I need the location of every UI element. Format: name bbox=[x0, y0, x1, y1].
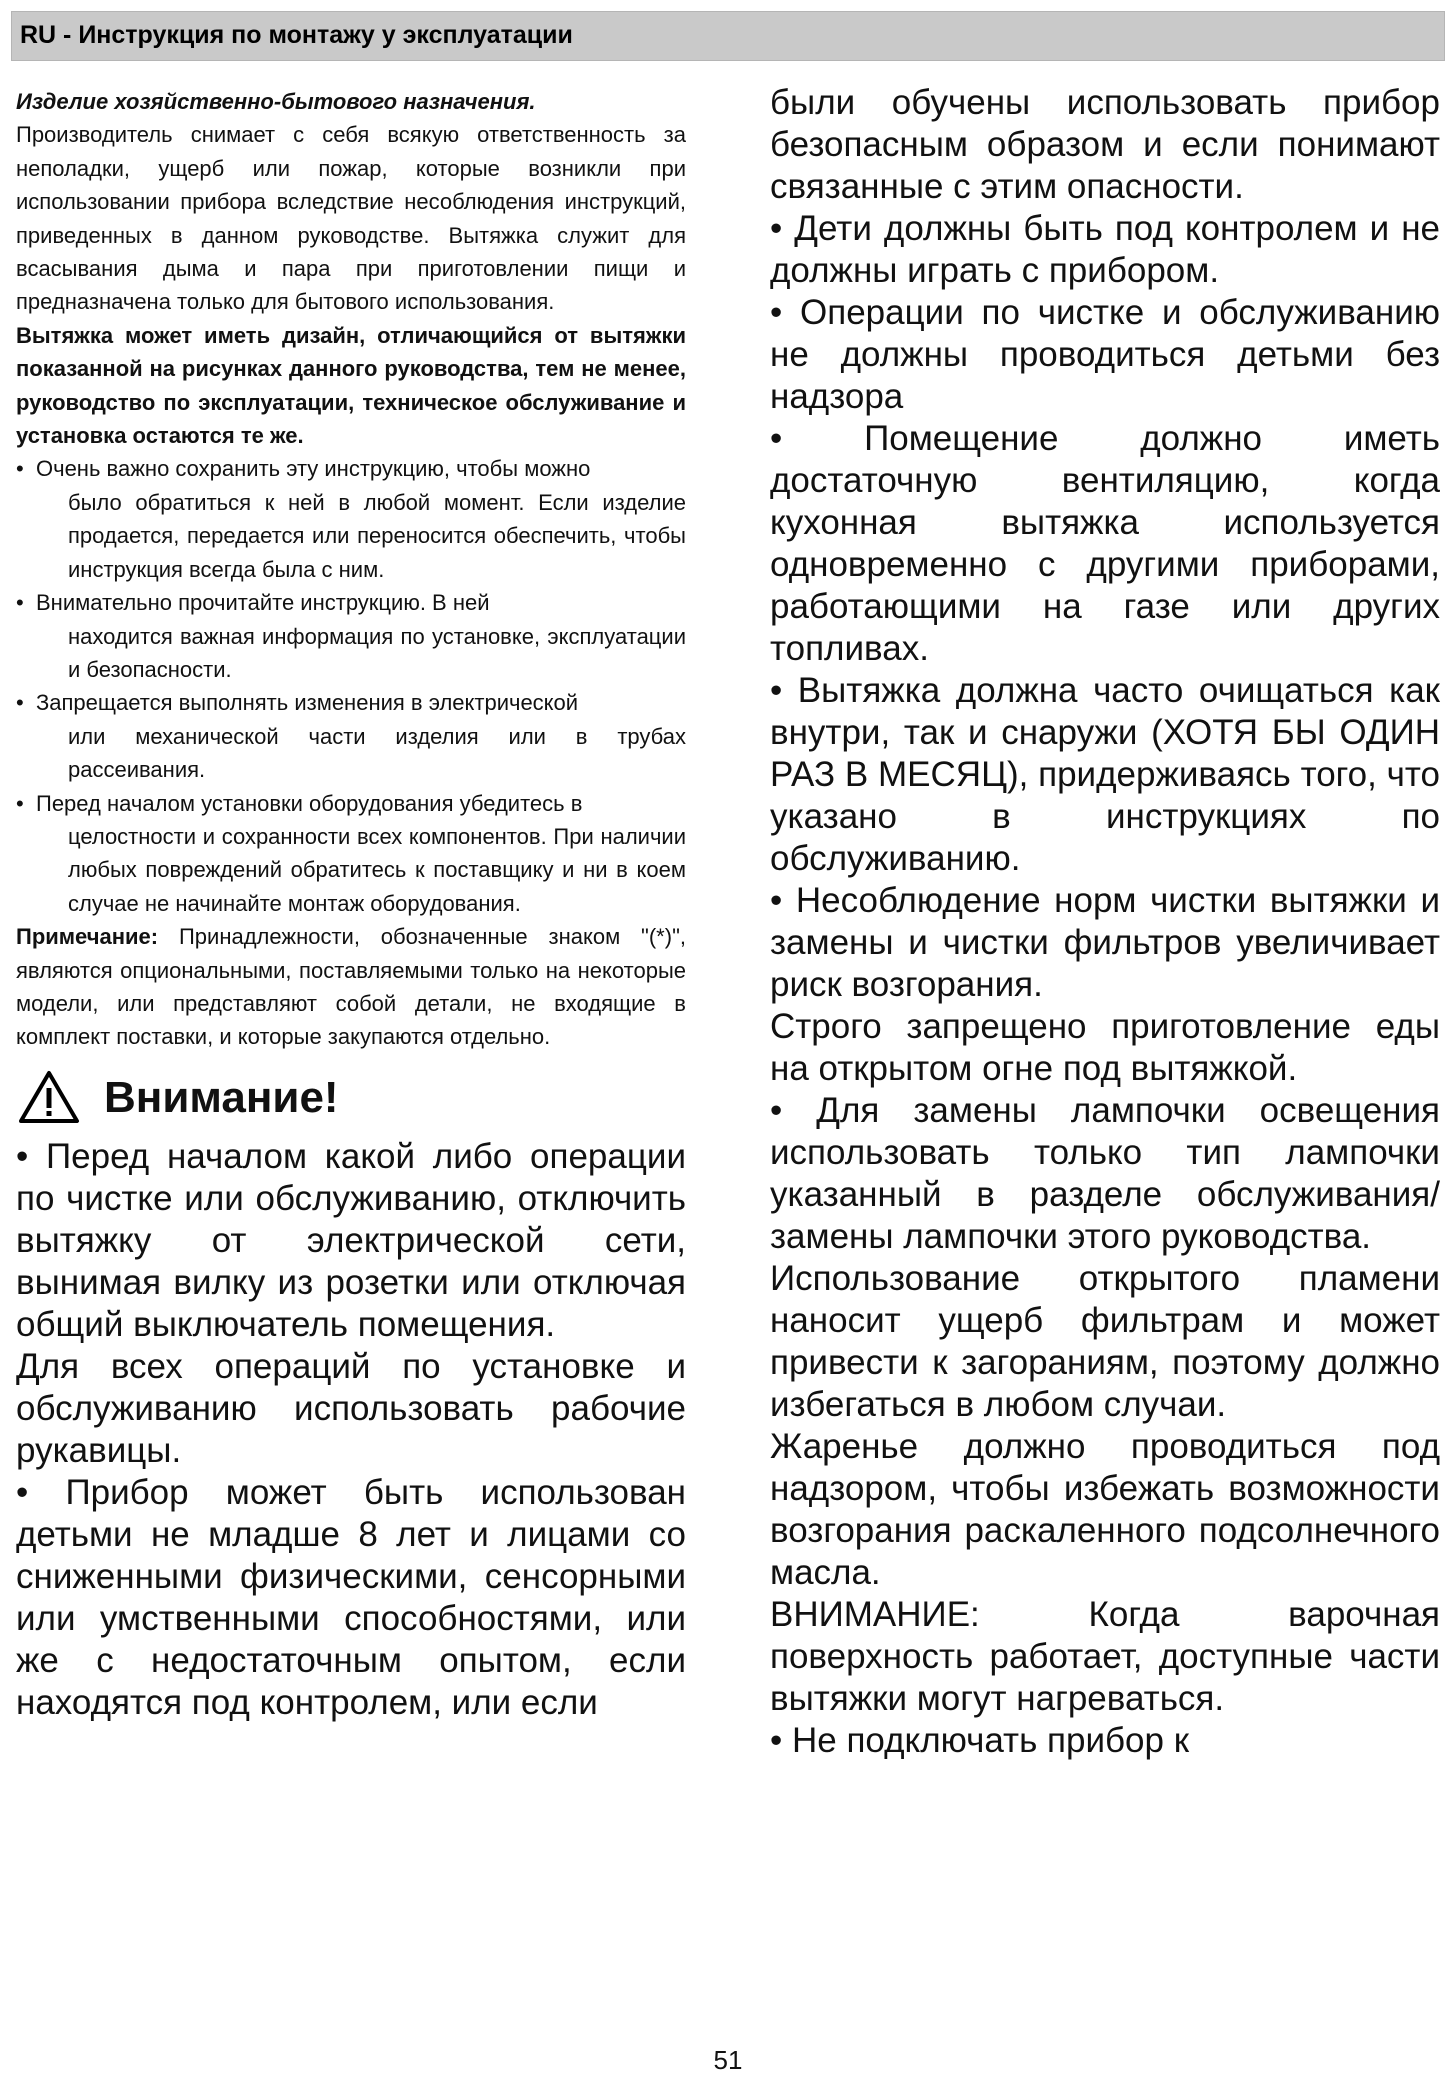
safety-paragraph: • Помещение должно иметь достаточную вентиляцию, когда кухонная вытяжка используется одновременно с другими приборами, работающими на газе или других топливах. bbox=[770, 419, 1440, 668]
bullet-dot: • bbox=[16, 790, 24, 816]
note-label: Примечание: bbox=[16, 924, 159, 950]
bullet-rest: было обратиться к ней в любой момент. Если изделие продается, передается или переносится обеспечить, чтобы инструкция всегда была с ним. bbox=[68, 489, 686, 582]
safety-paragraph: • Несоблюдение норм чистки вытяжки и замены и чистки фильтров увеличивает риск возгорания. bbox=[770, 881, 1440, 1004]
bullet-item bbox=[16, 452, 686, 586]
bullet-rest: или механической части изделия или в трубах рассеивания. bbox=[68, 723, 686, 783]
safety-paragraph: • Дети должны быть под контролем и не должны играть с прибором. bbox=[770, 209, 1440, 290]
safety-paragraph: Строго запрещено приготовление еды на открытом огне под вытяжкой. bbox=[770, 1007, 1440, 1088]
intro-heading: Изделие хозяйственно-бытового назначения. bbox=[16, 89, 536, 114]
safety-paragraph: • Не подключать прибор к bbox=[770, 1721, 1190, 1760]
bullet-first-line: Перед началом установки оборудования убедитесь в bbox=[36, 790, 583, 816]
bullet-dot: • bbox=[16, 456, 24, 482]
bullet-dot: • bbox=[16, 590, 24, 616]
warning-title: Внимание! bbox=[104, 1072, 339, 1122]
page-number: 51 bbox=[713, 2045, 743, 2075]
safety-paragraph: Жаренье должно проводиться под надзором, чтобы избежать возможности возгорания раскаленного подсолнечного масла. bbox=[770, 1427, 1440, 1592]
bullet-item bbox=[16, 787, 686, 921]
bullet-item bbox=[16, 586, 686, 686]
warning-paragraph: Для всех операций по установке и обслуживанию использовать рабочие рукавицы. bbox=[16, 1346, 686, 1470]
note-text: Принадлежности, обозначенные знаком "(*)", являются опциональными, поставляемыми только на некоторые модели, или представляют собой детали, не входящие в комплект поставки, и которые закупаются отдельно. bbox=[16, 924, 686, 1050]
bullet-first-line: Запрещается выполнять изменения в электрической bbox=[36, 690, 579, 716]
warning-paragraph: • Прибор может быть использован детьми не младше 8 лет и лицами со сниженными физическими, сенсорными или умственными способностями, или же с недостаточным опытом, если находятся под контролем, или если bbox=[16, 1472, 686, 1722]
warning-heading bbox=[16, 1064, 686, 1136]
safety-paragraph: • Вытяжка должна часто очищаться как внутри, так и снаружи (ХОТЯ БЫ ОДИН РАЗ В МЕСЯЦ), придерживаясь того, что указано в инструкциях по обслуживанию. bbox=[770, 671, 1440, 878]
bullet-first-line: Внимательно прочитайте инструкцию. В ней bbox=[36, 590, 490, 616]
note-paragraph bbox=[16, 920, 686, 1054]
bullet-rest: целостности и сохранности всех компонентов. При наличии любых повреждений обратитесь к поставщику и ни в коем случае не начинайте монтаж оборудования. bbox=[68, 823, 686, 916]
left-column bbox=[16, 85, 686, 1724]
bullet-dot: • bbox=[16, 690, 24, 716]
intro-text: Производитель снимает с себя всякую ответственность за неполадки, ущерб или пожар, которые возникли при использовании прибора вследствие несоблюдения инструкций, приведенных в данном руководстве. Вытяжка служит для всасывания дыма и пара при приготовлении пищи и предназначена только для бытового использования. bbox=[16, 122, 686, 315]
safety-paragraph: • Операции по чистке и обслуживанию не должны проводиться детьми без надзора bbox=[770, 293, 1440, 416]
bullet-rest: находится важная информация по установке, эксплуатации и безопасности. bbox=[68, 623, 686, 682]
warning-triangle-icon bbox=[18, 1070, 80, 1124]
bullet-first-line: Очень важно сохранить эту инструкцию, чтобы можно bbox=[36, 456, 591, 482]
right-column bbox=[770, 82, 1440, 1762]
safety-paragraph: ВНИМАНИЕ: Когда варочная поверхность работает, доступные части вытяжки могут нагреваться. bbox=[770, 1595, 1440, 1718]
bullet-item bbox=[16, 686, 686, 786]
page-title: RU - Инструкция по монтажу у эксплуатации bbox=[20, 21, 573, 49]
safety-paragraph: • Для замены лампочки освещения использовать только тип лампочки указанный в разделе обслуживания/замены лампочки этого руководства. bbox=[770, 1091, 1440, 1256]
warning-paragraph: • Перед началом какой либо операции по чистке или обслуживанию, отключить вытяжку от электрической сети, вынимая вилку из розетки или отключая общий выключатель помещения. bbox=[16, 1136, 686, 1344]
header-bar bbox=[11, 11, 1445, 61]
safety-paragraph: Использование открытого пламени наносит ущерб фильтрам и может привести к загораниям, поэтому должно избегаться в любом случаи. bbox=[770, 1259, 1440, 1424]
design-note: Вытяжка может иметь дизайн, отличающийся от вытяжки показанной на рисунках данного руководства, тем не менее, руководство по эксплуатации, техническое обслуживание и установка остаются те же. bbox=[16, 322, 686, 449]
safety-paragraph: были обучены использовать прибор безопасным образом и если понимают связанные с этим опасности. bbox=[770, 83, 1440, 206]
